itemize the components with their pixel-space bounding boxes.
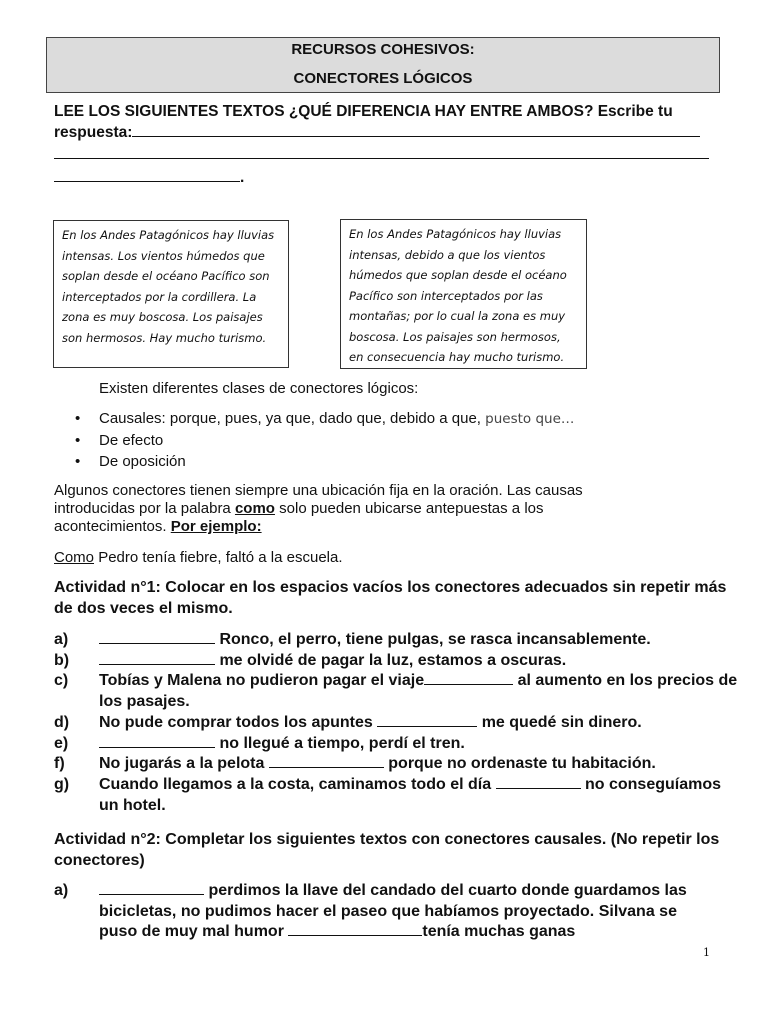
activity-item-f: f) No jugarás a la pelota porque no ordenaste tu habitación. bbox=[54, 755, 656, 773]
activity-item-d: d) No pude comprar todos los apuntes me quedé sin dinero. bbox=[54, 713, 642, 731]
activity-2-items bbox=[54, 881, 719, 943]
activity-item-g: g) Cuando llegamos a la costa, caminamos todo el día no conseguíamos un hotel. bbox=[54, 775, 722, 814]
blank-input[interactable] bbox=[99, 651, 215, 665]
blank-input[interactable] bbox=[496, 775, 581, 789]
blank-input[interactable] bbox=[99, 881, 204, 895]
connector-list bbox=[75, 408, 719, 472]
text-box-left: En los Andes Patagónicos hay lluvias intensas. Los vientos húmedos que soplan desde el océano Pacífico son interceptados por la cordillera. La zona es muy boscosa. Los paisajes son hermosos. Hay mucho turismo. bbox=[53, 220, 289, 368]
bullet-icon: • bbox=[75, 410, 81, 427]
title-box bbox=[46, 37, 720, 93]
title-line-1: RECURSOS COHESIVOS: bbox=[291, 41, 475, 58]
activity-item-a: a) Ronco, el perro, tiene pulgas, se rasca incansablemente. bbox=[54, 631, 651, 648]
example-sentence: Como Pedro tenía fiebre, faltó a la escuela. bbox=[54, 549, 343, 566]
answer-line-2[interactable] bbox=[54, 145, 709, 159]
answer-line-1[interactable] bbox=[132, 123, 700, 137]
activity-2-title: Actividad n°2: Completar los siguientes textos con conectores causales. (No repetir los conectores) bbox=[54, 831, 720, 869]
answer-line-3[interactable] bbox=[54, 168, 240, 182]
blank-input[interactable] bbox=[99, 734, 215, 748]
bullet-icon: • bbox=[75, 432, 81, 449]
question-text: LEE LOS SIGUIENTES TEXTOS ¿QUÉ DIFERENCIA HAY ENTRE AMBOS? Escribe tu bbox=[54, 103, 673, 120]
blank-input[interactable] bbox=[424, 671, 513, 685]
blank-input[interactable] bbox=[377, 713, 477, 727]
intro-text: Existen diferentes clases de conectores lógicos: bbox=[99, 380, 419, 397]
list-item: • De efecto bbox=[75, 432, 164, 449]
question-block bbox=[54, 101, 724, 188]
activity-item-e: e) no llegué a tiempo, perdí el tren. bbox=[54, 734, 465, 752]
explanation-paragraph: Algunos conectores tienen siempre una ubicación fija en la oración. Las causas introducidas por la palabra como solo pueden ubicarse antepuestas a los acontecimientos. Por ejemplo: bbox=[54, 482, 583, 535]
example-label: Por ejemplo: bbox=[170, 518, 262, 535]
blank-input[interactable] bbox=[99, 630, 215, 644]
activity-item-c: c) Tobías y Malena no pudieron pagar el viaje al aumento en los precios de los pasajes. bbox=[54, 672, 738, 711]
page-number: 1 bbox=[703, 946, 710, 959]
list-item: • Causales: porque, pues, ya que, dado que, debido a que, puesto que… bbox=[75, 410, 575, 427]
activity-1-items bbox=[54, 630, 744, 816]
title-line-2: CONECTORES LÓGICOS bbox=[293, 70, 473, 87]
activity-2-item-a: a) perdimos la llave del candado del cuarto donde guardamos las bicicletas, no pudimos hacer el paseo que habíamos proyectado. Silvana se puso de muy mal humor tenía muchas ganas bbox=[54, 882, 687, 941]
activity-1-title: Actividad n°1: Colocar en los espacios vacíos los conectores adecuados sin repetir más de dos veces el mismo. bbox=[54, 579, 727, 617]
answer-label: respuesta: bbox=[54, 124, 133, 141]
keyword-como: como bbox=[234, 500, 275, 517]
list-item: • De oposición bbox=[75, 453, 186, 470]
answer-end-mark: . bbox=[240, 169, 245, 186]
text-box-right: En los Andes Patagónicos hay lluvias intensas, debido a que los vientos húmedos que soplan desde el océano Pacífico son interceptados por las montañas; por lo cual la zona es muy boscosa. Los paisajes son hermosos, en consecuencia hay mucho turismo. bbox=[340, 219, 587, 369]
bullet-icon: • bbox=[75, 453, 81, 470]
blank-input[interactable] bbox=[269, 754, 384, 768]
blank-input[interactable] bbox=[288, 922, 422, 936]
example-keyword: Como bbox=[54, 549, 95, 566]
activity-item-b: b) me olvidé de pagar la luz, estamos a oscuras. bbox=[54, 651, 567, 669]
